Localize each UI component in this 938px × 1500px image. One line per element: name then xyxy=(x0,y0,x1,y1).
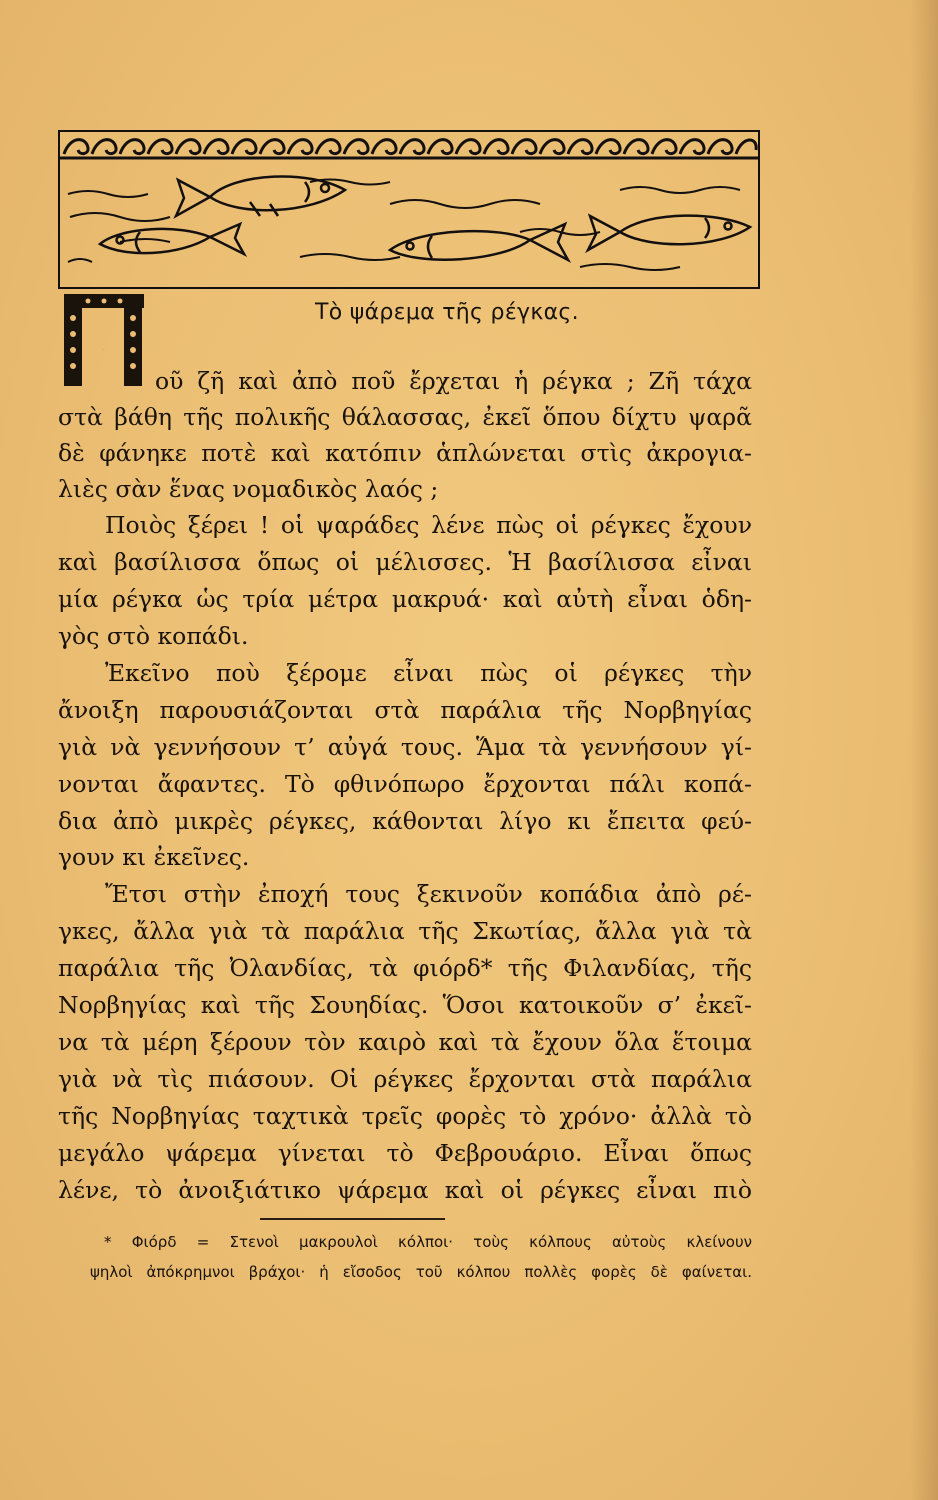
text-line: δὲ φάνηκε ποτὲ καὶ κατόπιν ἁπλώνεται στὶς ἀκρογια- xyxy=(58,439,752,467)
text-line: ἄνοιξη παρουσιάζονται στὰ παράλια τῆς Νορβηγίας xyxy=(58,696,752,724)
text-line: παράλια τῆς Ὀλανδίας, τὰ φιόρδ* τῆς Φιλανδίας, τῆς xyxy=(58,954,752,982)
decorative-initial-letter xyxy=(58,290,148,390)
fish-header-illustration xyxy=(58,130,760,289)
text-line: στὰ βάθη τῆς πολικῆς θάλασσας, ἐκεῖ ὅπου δίχτυ ψαρᾶ xyxy=(58,403,752,431)
text-line: γιὰ νὰ γεννήσουν τ’ αὐγά τους. Ἅμα τὰ γεννήσουν γί- xyxy=(58,733,752,761)
initial-letter-text: Π xyxy=(103,350,104,351)
text-line: μεγάλο ψάρεμα γίνεται τὸ Φεβρουάριο. Εἶναι ὅπως xyxy=(58,1139,752,1167)
text-line: καὶ βασίλισσα ὅπως οἱ μέλισσες. Ἡ βασίλισσα εἶναι xyxy=(58,548,752,576)
text-line: γκες, ἄλλα γιὰ τὰ παράλια τῆς Σκωτίας, ἄλλα γιὰ τὰ xyxy=(58,917,752,945)
text-line: Ἐκεῖνο ποὺ ξέρομε εἶναι πὼς οἱ ρέγκες τὴν xyxy=(105,659,752,687)
footnote-line: ψηλοὶ ἀπόκρημνοι βράχοι· ἡ εἴσοδος τοῦ κόλπου πολλὲς φορὲς δὲ φαίνεται. xyxy=(90,1263,752,1281)
text-line: Νορβηγίας καὶ τῆς Σουηδίας. Ὅσοι κατοικοῦν σ’ ἐκεῖ- xyxy=(58,991,752,1019)
text-line: δια ἀπὸ μικρὲς ρέγκες, κάθονται λίγο κι ἔπειτα φεύ- xyxy=(58,807,752,835)
text-line: Ἔτσι στὴν ἐποχή τους ξεκινοῦν κοπάδια ἀπὸ ρέ- xyxy=(105,880,752,908)
text-line: μία ρέγκα ὡς τρία μέτρα μακρυά· καὶ αὐτὴ εἶναι ὁδη- xyxy=(58,585,752,613)
text-line: λιὲς σὰν ἕνας νομαδικὸς λαός ; xyxy=(58,475,439,503)
text-line: οῦ ζῆ καὶ ἀπὸ ποῦ ἔρχεται ἡ ρέγκα ; Ζῆ τάχα xyxy=(155,367,752,395)
page-edge-shadow xyxy=(910,0,938,1500)
initial-letter-pi-icon xyxy=(58,290,148,390)
page-title: Τὸ ψάρεμα τῆς ρέγκας. xyxy=(315,300,579,325)
text-line: νονται ἄφαντες. Τὸ φθινόπωρο ἔρχονται πάλι κοπά- xyxy=(58,770,752,798)
text-line: γουν κι ἐκεῖνες. xyxy=(58,843,250,871)
text-line: να τὰ μέρη ξέρουν τὸν καιρὸ καὶ τὰ ἔχουν ὅλα ἕτοιμα xyxy=(58,1028,752,1056)
footnote-separator xyxy=(260,1218,445,1220)
fish-border-drawing xyxy=(60,132,758,287)
footnote-line: * Φιόρδ = Στενοὶ μακρουλοὶ κόλποι· τοὺς κόλπους αὐτοὺς κλείνουν xyxy=(104,1233,752,1251)
text-line: γιὰ νὰ τὶς πιάσουν. Οἱ ρέγκες ἔρχονται στὰ παράλια xyxy=(58,1065,752,1093)
text-line: Ποιὸς ξέρει ! οἱ ψαράδες λένε πὼς οἱ ρέγκες ἔχουν xyxy=(105,511,752,539)
text-line: τῆς Νορβηγίας ταχτικὰ τρεῖς φορὲς τὸ χρόνο· ἀλλὰ τὸ xyxy=(58,1102,752,1130)
text-line: λένε, τὸ ἀνοιξιάτικο ψάρεμα καὶ οἱ ρέγκες εἶναι πιὸ xyxy=(58,1176,752,1204)
text-line: γὸς στὸ κοπάδι. xyxy=(58,622,249,650)
